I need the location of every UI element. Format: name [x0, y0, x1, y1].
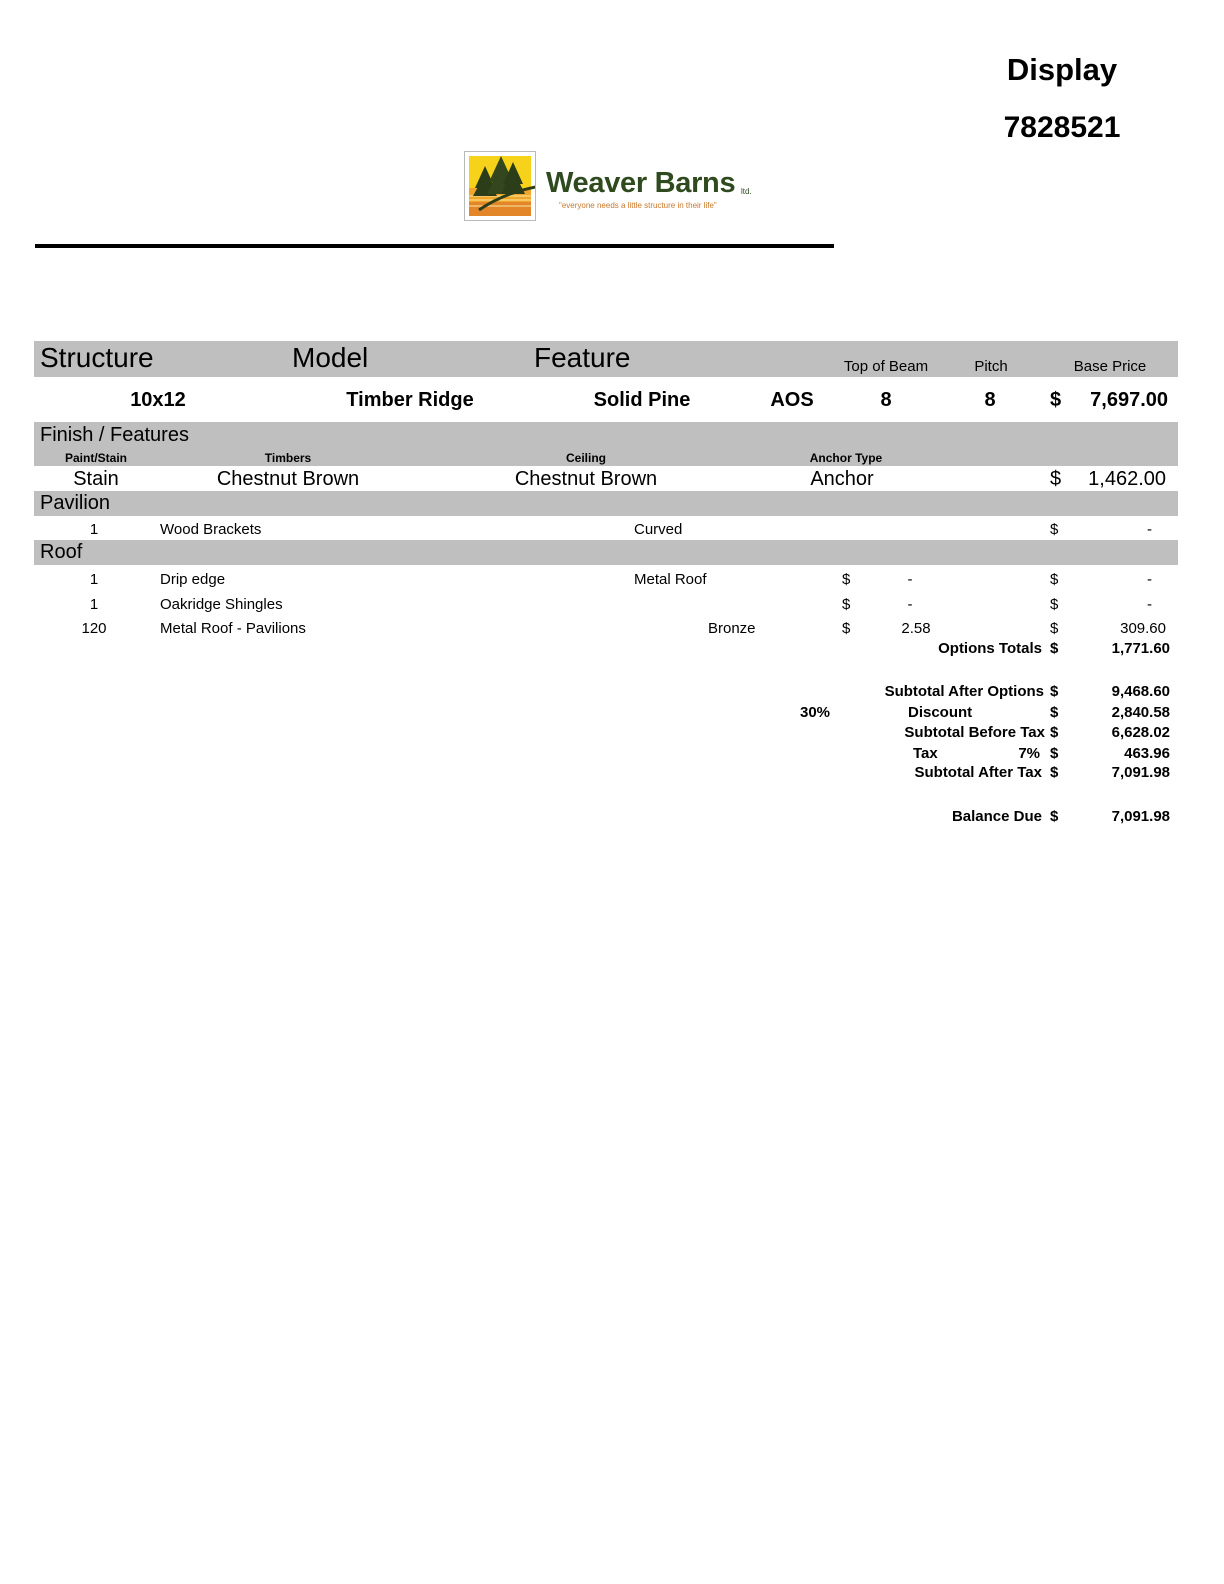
- pavilion-total: -: [1147, 521, 1152, 538]
- subtotal-before-tax-currency: $: [1050, 724, 1059, 741]
- roof-item-name: Oakridge Shingles: [160, 596, 283, 613]
- discount-percent: 30%: [800, 704, 831, 721]
- roof-unit-currency: $: [842, 571, 851, 588]
- pitch-value: 8: [984, 389, 996, 411]
- subtotal-after-options-currency: $: [1050, 683, 1059, 700]
- structure-header: Structure: [40, 342, 154, 373]
- roof-unit-currency: $: [842, 620, 851, 637]
- roof-unit-currency: $: [842, 596, 851, 613]
- options-totals-value: 1,771.60: [1111, 640, 1170, 657]
- subtotal-after-tax-currency: $: [1050, 764, 1059, 781]
- tax-currency: $: [1050, 745, 1059, 762]
- roof-title: Roof: [40, 541, 83, 563]
- roof-band: [34, 540, 1178, 565]
- roof-item-name: Metal Roof - Pavilions: [160, 620, 306, 637]
- tax-percent: 7%: [1018, 745, 1040, 762]
- subtotal-after-options-label: Subtotal After Options: [884, 683, 1044, 700]
- roof-item-name: Drip edge: [160, 571, 226, 588]
- subtotal-before-tax-label: Subtotal Before Tax: [904, 724, 1045, 741]
- top-of-beam-value: 8: [880, 389, 892, 411]
- feature-header: Feature: [534, 342, 631, 373]
- roof-item-color: Bronze: [708, 620, 756, 637]
- finish-price-value: 1,462.00: [1088, 468, 1166, 490]
- finish-title: Finish / Features: [40, 424, 189, 446]
- logo-image: [464, 151, 536, 221]
- pavilion-band: [34, 491, 1178, 516]
- aos-value: AOS: [770, 389, 814, 411]
- balance-due-label: Balance Due: [951, 808, 1042, 825]
- brand-suffix: ltd.: [741, 187, 752, 196]
- pavilion-qty: 1: [89, 521, 99, 538]
- anchor-type-value: Anchor: [810, 468, 874, 490]
- discount-currency: $: [1050, 704, 1059, 721]
- paint-stain-value: Stain: [73, 468, 119, 490]
- roof-qty: 1: [89, 596, 99, 613]
- roof-item-option: Metal Roof: [634, 571, 707, 588]
- roof-currency: $: [1050, 620, 1059, 637]
- brand-tagline: "everyone needs a little structure in their life": [559, 201, 717, 210]
- document-number: 7828521: [1003, 111, 1121, 144]
- brand-name: Weaver Barns: [546, 167, 736, 199]
- discount-value: 2,840.58: [1111, 704, 1170, 721]
- ceiling-header: Ceiling: [565, 451, 606, 465]
- tax-value: 463.96: [1124, 745, 1170, 762]
- balance-due-value: 7,091.98: [1111, 808, 1170, 825]
- subtotal-before-tax-value: 6,628.02: [1111, 724, 1170, 741]
- balance-due-currency: $: [1050, 808, 1059, 825]
- pavilion-title: Pavilion: [40, 492, 111, 514]
- base-price-header: Base Price: [1073, 358, 1147, 375]
- pavilion-item-name: Wood Brackets: [160, 521, 262, 538]
- pitch-header: Pitch: [974, 358, 1008, 375]
- timbers-value: Chestnut Brown: [216, 468, 360, 490]
- base-price-currency: $: [1050, 389, 1062, 411]
- feature-value: Solid Pine: [593, 389, 691, 411]
- roof-total: -: [1147, 596, 1152, 613]
- ceiling-value: Chestnut Brown: [514, 468, 658, 490]
- roof-unit-price: -: [907, 571, 913, 588]
- roof-unit-price: -: [907, 596, 913, 613]
- base-price-value: 7,697.00: [1090, 389, 1168, 411]
- document-title: Display: [1006, 52, 1118, 87]
- roof-unit-price: 2.58: [901, 620, 931, 637]
- roof-total: -: [1147, 571, 1152, 588]
- model-header: Model: [292, 342, 369, 373]
- pavilion-item-option: Curved: [634, 521, 683, 538]
- model-value: Timber Ridge: [346, 389, 474, 411]
- discount-label: Discount: [908, 704, 973, 721]
- roof-qty: 120: [81, 620, 107, 637]
- subtotal-after-tax-label: Subtotal After Tax: [914, 764, 1042, 781]
- roof-total: 309.60: [1120, 620, 1166, 637]
- options-totals-label: Options Totals: [938, 640, 1042, 657]
- top-of-beam-header: Top of Beam: [843, 358, 929, 375]
- pavilion-currency: $: [1050, 521, 1059, 538]
- roof-qty: 1: [89, 571, 99, 588]
- tax-label: Tax: [913, 745, 938, 762]
- paint-stain-header: Paint/Stain: [64, 451, 127, 465]
- options-totals-currency: $: [1050, 640, 1059, 657]
- timbers-header: Timbers: [264, 451, 312, 465]
- roof-currency: $: [1050, 596, 1059, 613]
- anchor-type-header: Anchor Type: [809, 451, 883, 465]
- roof-currency: $: [1050, 571, 1059, 588]
- brand-logo: [464, 151, 764, 225]
- finish-price-currency: $: [1050, 468, 1062, 490]
- subtotal-after-tax-value: 7,091.98: [1111, 764, 1170, 781]
- structure-value: 10x12: [130, 389, 186, 411]
- subtotal-after-options-value: 9,468.60: [1111, 683, 1170, 700]
- header-divider: [35, 244, 834, 248]
